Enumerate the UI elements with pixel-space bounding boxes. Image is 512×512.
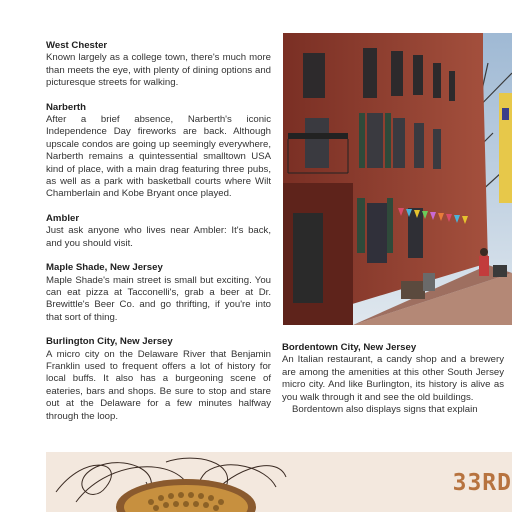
section-body: After a brief absence, Narberth's iconic Independence Day fireworks are back. Although upscale condos are going up seemingly everywhere, Narberth remains a quintessential smalltown USA kind of place, with a main drag featuring three pubs, as well as a park with basketball courts where Wilt Chamberlain and Kobe Bryant once played. <box>46 114 271 200</box>
section-body: Known largely as a college town, there's much more than meets the eye, with plenty of dining options and picturesque streets for walking. <box>46 52 271 89</box>
section-maple-shade <box>46 262 271 324</box>
section-body: Maple Shade's main street is small but exciting. You can eat pizza at Tacconelli's, grab a beer at Dr. Brewittle's Beer Co. and go thrifting, if you're into that sort of thing. <box>46 274 271 323</box>
section-west-chester <box>46 40 271 90</box>
right-column <box>282 342 504 428</box>
section-burlington <box>46 336 271 423</box>
section-body: A micro city on the Delaware River that Benjamin Franklin used to frequent offers a lot of history for local buffs. It also has a burgeoning scene of eateries, bars and shops. Be sure to stop and stare out at the Delaware for a few minutes halfway through the loop. <box>46 348 271 422</box>
scribble-decoration <box>46 452 512 512</box>
section-narberth <box>46 102 271 201</box>
section-title: West Chester <box>46 40 108 51</box>
section-body-continued: Bordentown also displays signs that explain <box>292 404 478 416</box>
section-title: Narberth <box>46 101 86 113</box>
street-photo <box>283 33 512 325</box>
section-title: Maple Shade, New Jersey <box>46 262 163 274</box>
section-title: Ambler <box>46 212 80 224</box>
banner-heading: 33RD <box>452 470 512 496</box>
section-bordentown <box>282 342 504 416</box>
section-title: Burlington City, New Jersey <box>46 336 173 348</box>
bottom-banner <box>46 452 512 512</box>
street-photo-illustration <box>283 33 512 325</box>
left-column <box>46 40 271 435</box>
section-body: An Italian restaurant, a candy shop and a brewery are among the amenities at this other South Jersey micro city. And like Burlington, its history is alive as you walk through it and see the old buildings. <box>282 354 504 403</box>
section-ambler <box>46 213 271 250</box>
section-title: Bordentown City, New Jersey <box>282 342 417 353</box>
section-body: Just ask anyone who lives near Ambler: It's back, and you should visit. <box>46 225 271 249</box>
